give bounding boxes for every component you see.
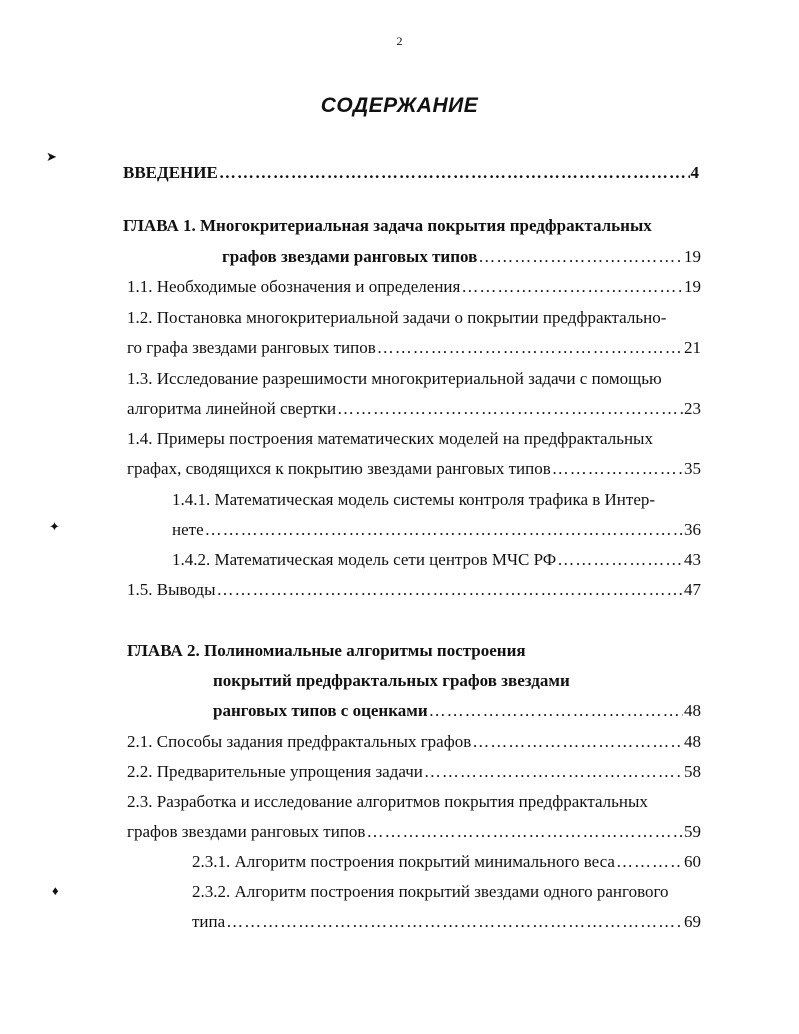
toc-entry-label: типа xyxy=(192,912,226,931)
toc-entry-1-4-2[interactable] xyxy=(172,549,701,571)
toc-entry-label: ВВЕДЕНИЕ xyxy=(123,163,218,182)
toc-entry-page: 19 xyxy=(684,247,701,266)
toc-entry-2-1[interactable] xyxy=(127,731,701,753)
toc-entry-1-4-1-line-1: 1.4.1. Математическая модель системы контроля трафика в Интер- xyxy=(172,490,656,509)
toc-entry-page: 48 xyxy=(684,732,701,751)
toc-entry-page: 59 xyxy=(684,822,701,841)
leader-dots xyxy=(377,337,683,359)
leader-dots xyxy=(461,276,683,298)
toc-entry-page: 43 xyxy=(684,550,701,569)
leader-dots xyxy=(472,731,683,753)
toc-entry-page: 48 xyxy=(684,701,701,720)
leader-dots xyxy=(226,911,683,933)
toc-title: СОДЕРЖАНИЕ xyxy=(320,94,479,117)
toc-entry-label: графов звездами ранговых типов xyxy=(127,822,366,841)
toc-entry-2-3[interactable] xyxy=(127,821,701,843)
toc-entry-1-5[interactable] xyxy=(127,579,701,601)
toc-entry-2-3-2[interactable] xyxy=(192,911,701,933)
toc-entry-page: 69 xyxy=(684,912,701,931)
toc-entry-1-1[interactable] xyxy=(127,276,701,298)
toc-entry-2-3-2-line-1: 2.3.2. Алгоритм построения покрытий звездами одного рангового xyxy=(192,882,669,901)
leader-dots xyxy=(205,519,683,541)
toc-entry-2-3-line-1: 2.3. Разработка и исследование алгоритмов покрытия предфрактальных xyxy=(127,792,648,811)
toc-entry-label: ранговых типов с оценками xyxy=(213,701,428,720)
toc-entry-label: 1.1. Необходимые обозначения и определения xyxy=(127,277,461,296)
toc-entry-intro[interactable] xyxy=(123,162,699,184)
toc-entry-label: нете xyxy=(172,520,204,539)
toc-entry-chapter-1[interactable] xyxy=(222,246,701,268)
chapter-1-title-line-1: ГЛАВА 1. Многокритериальная задача покрытия предфрактальных xyxy=(123,216,652,235)
page-number: 2 xyxy=(396,34,403,48)
leader-dots xyxy=(366,821,683,843)
toc-entry-chapter-2[interactable] xyxy=(213,700,701,722)
leader-dots xyxy=(429,700,683,722)
leader-dots xyxy=(337,398,683,420)
leader-dots xyxy=(557,549,683,571)
toc-entry-label: 2.3.1. Алгоритм построения покрытий минимального веса xyxy=(192,852,615,871)
toc-entry-page: 60 xyxy=(684,852,701,871)
toc-entry-label: го графа звездами ранговых типов xyxy=(127,338,376,357)
leader-dots xyxy=(217,579,683,601)
toc-entry-label: 1.4.2. Математическая модель сети центров МЧС РФ xyxy=(172,550,557,569)
toc-entry-1-4-1[interactable] xyxy=(172,519,701,541)
leader-dots xyxy=(478,246,683,268)
leader-dots xyxy=(616,851,683,873)
toc-entry-page: 35 xyxy=(684,459,701,478)
toc-entry-1-4-line-1: 1.4. Примеры построения математических моделей на предфрактальных xyxy=(127,429,653,448)
toc-entry-page: 47 xyxy=(684,580,701,599)
leader-dots xyxy=(219,162,690,184)
toc-entry-1-2[interactable] xyxy=(127,337,701,359)
toc-entry-1-3-line-1: 1.3. Исследование разрешимости многокритериальной задачи с помощью xyxy=(127,369,662,388)
margin-mark-2: ✦ xyxy=(49,519,60,534)
leader-dots xyxy=(552,458,683,480)
toc-entry-2-2[interactable] xyxy=(127,761,701,783)
toc-entry-1-4[interactable] xyxy=(127,458,701,480)
toc-entry-label: 2.1. Способы задания предфрактальных графов xyxy=(127,732,472,751)
toc-entry-label: 1.5. Выводы xyxy=(127,580,216,599)
toc-entry-page: 19 xyxy=(684,277,701,296)
toc-entry-1-2-line-1: 1.2. Постановка многокритериальной задачи о покрытии предфрактально- xyxy=(127,308,667,327)
chapter-2-title-line-2: покрытий предфрактальных графов звездами xyxy=(213,671,570,690)
toc-entry-label: алгоритма линейной свертки xyxy=(127,399,337,418)
leader-dots xyxy=(424,761,683,783)
toc-entry-page: 23 xyxy=(684,399,701,418)
toc-entry-page: 4 xyxy=(690,163,699,182)
toc-entry-1-3[interactable] xyxy=(127,398,701,420)
toc-entry-page: 36 xyxy=(684,520,701,539)
toc-entry-2-3-1[interactable] xyxy=(192,851,701,873)
toc-entry-page: 21 xyxy=(684,338,701,357)
margin-mark-1: ➤ xyxy=(46,149,57,164)
margin-mark-3: ♦ xyxy=(52,883,59,898)
toc-entry-label: графов звездами ранговых типов xyxy=(222,247,478,266)
chapter-2-title-line-1: ГЛАВА 2. Полиномиальные алгоритмы построения xyxy=(127,641,526,660)
toc-entry-label: 2.2. Предварительные упрощения задачи xyxy=(127,762,423,781)
toc-entry-label: графах, сводящихся к покрытию звездами ранговых типов xyxy=(127,459,551,478)
toc-entry-page: 58 xyxy=(684,762,701,781)
